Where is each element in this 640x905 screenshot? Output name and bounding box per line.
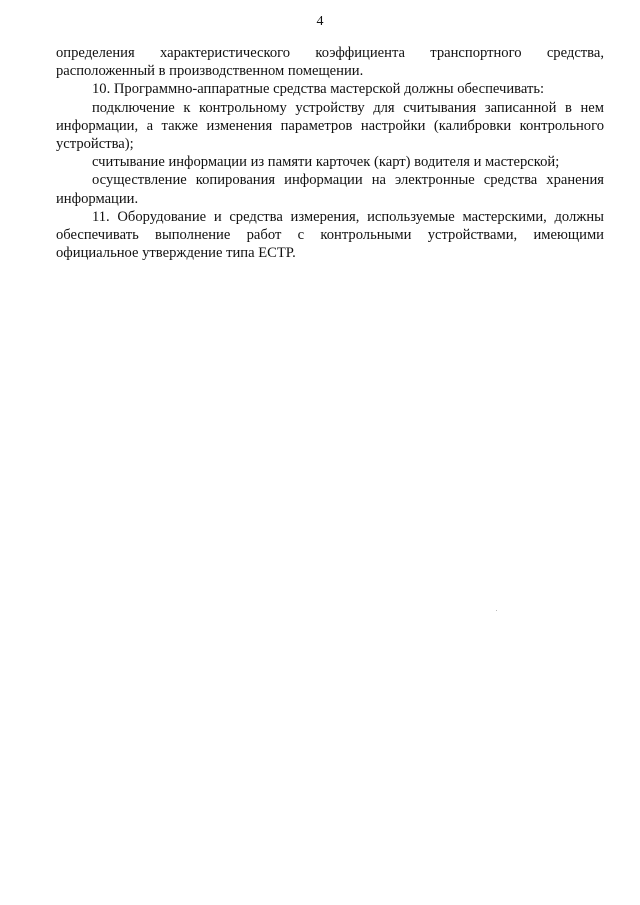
document-body [56,44,604,262]
paragraph-connection-requirement: подключение к контрольному устройству для считывания записанной в нем информации, а также изменения параметров настройки (калибровки контрольного устройства); [56,99,604,153]
scan-speck [496,610,497,611]
paragraph-card-reading-requirement: считывание информации из памяти карточек (карт) водителя и мастерской; [92,154,560,171]
paragraph-continuation-line-1: определения характеристического коэффициента транспортного средства, [56,45,604,61]
paragraph-copying-requirement: осуществление копирования информации на электронные средства хранения информации. [56,172,604,207]
page-number: 4 [316,14,324,29]
paragraph-item-10: 10. Программно-аппаратные средства мастерской должны обеспечивать: [92,81,545,98]
paragraph-item-11: 11. Оборудование и средства измерения, используемые мастерскими, должны обеспечивать выполнение работ с контрольными устройствами, имеющими официальное утверждение типа ЕСТР. [56,208,604,262]
paragraph-continuation-line-2: расположенный в производственном помещении. [56,63,364,80]
